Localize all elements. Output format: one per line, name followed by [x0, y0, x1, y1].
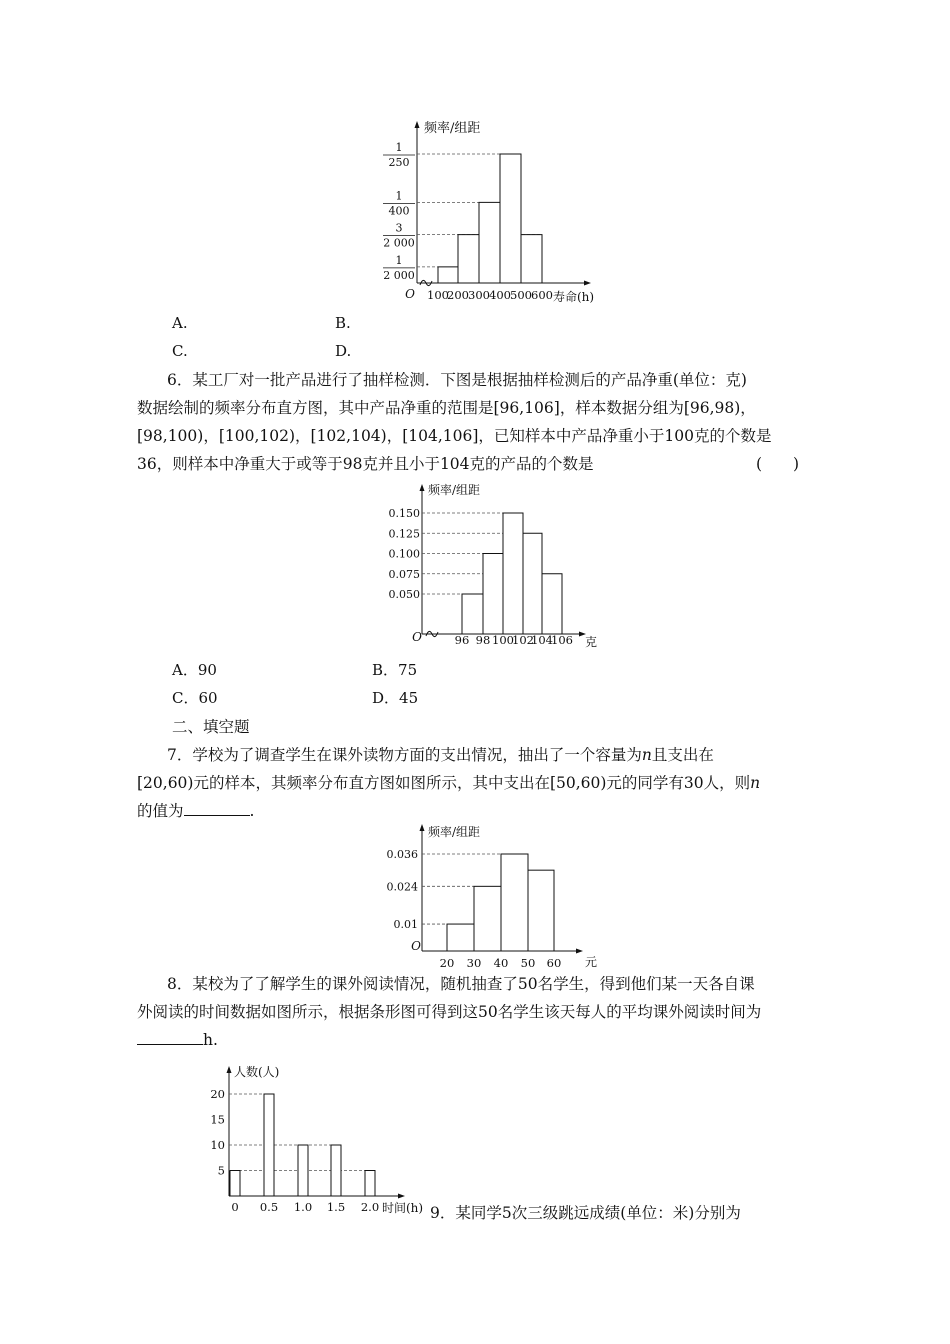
y-tick-label: 15 — [210, 1112, 225, 1127]
x-tick-label: 1.0 — [293, 1200, 313, 1214]
bar — [365, 1171, 375, 1197]
q9-stem: 9．某同学5次三级跳远成绩(单位：米)分别为 — [430, 1204, 741, 1222]
q6-option-a[interactable]: A．90 — [172, 661, 217, 679]
q6-option-c[interactable]: C．60 — [172, 689, 218, 707]
spending-histogram — [380, 820, 610, 968]
y-tick-label: 0.01 — [393, 918, 418, 932]
x-tick-label: 2.0 — [360, 1200, 380, 1214]
x-tick-label: 50 — [520, 956, 536, 968]
y-tick-denominator: 400 — [388, 204, 410, 218]
q7-text: [20,60)元的样本，其频率分布直方图如图所示，其中支出在[50,60)元的同学有30人，则 — [137, 774, 751, 792]
x-tick-label: 100 — [427, 288, 449, 302]
x-tick-label: 20 — [439, 956, 455, 968]
y-tick-label: 0.150 — [388, 507, 420, 520]
histogram-bar — [462, 594, 483, 634]
x-tick-label: 104 — [531, 633, 553, 647]
q5-option-c[interactable]: C. — [172, 342, 188, 360]
x-axis-label: 寿命(h) — [553, 290, 595, 304]
answer-blank[interactable] — [137, 1030, 203, 1045]
x-axis-label: 元 — [585, 955, 598, 968]
q7-line — [137, 741, 817, 769]
x-tick-label: 98 — [475, 633, 491, 647]
q7-stem — [137, 741, 817, 825]
y-axis-label: 人数(人) — [234, 1065, 280, 1079]
q7-text: . — [249, 802, 255, 820]
y-tick-denominator: 250 — [388, 156, 410, 169]
histogram-bar — [479, 202, 500, 283]
y-tick-label: 0.036 — [386, 848, 418, 861]
x-axis-label: 克 — [585, 635, 598, 649]
histogram-bar — [474, 886, 501, 951]
q8-line: 外阅读的时间数据如图所示，根据条形图可得到这50名学生该天每人的平均课外阅读时间为 — [137, 1003, 762, 1021]
y-tick-denominator: 2 000 — [383, 236, 415, 250]
y-axis-label: 频率/组距 — [428, 483, 481, 497]
bar — [331, 1145, 341, 1196]
x-tick-label: 0 — [231, 1200, 239, 1214]
q6-option-d[interactable]: D．45 — [372, 689, 419, 707]
origin-label: O — [412, 630, 422, 644]
y-axis-label: 频率/组距 — [428, 825, 481, 839]
q7-text: 且支出在 — [651, 746, 714, 764]
q5-option-b[interactable]: B. — [335, 314, 351, 332]
bar — [230, 1171, 240, 1197]
histogram-bar — [503, 513, 523, 634]
q8-text: h. — [203, 1031, 218, 1049]
histogram-bar — [500, 154, 521, 283]
x-tick-label: 102 — [512, 633, 534, 647]
y-tick-label: 10 — [210, 1138, 225, 1152]
origin-label: O — [411, 939, 421, 953]
section-title: 二、填空题 — [172, 718, 250, 736]
y-tick-label: 0.075 — [388, 567, 420, 581]
histogram-bar — [523, 533, 542, 634]
y-tick-numerator: 3 — [395, 221, 403, 235]
x-tick-label: 40 — [493, 956, 509, 968]
lifetime-histogram — [350, 118, 620, 310]
answer-blank[interactable] — [184, 801, 250, 816]
origin-label: O — [405, 287, 415, 301]
y-tick-label: 0.024 — [386, 880, 418, 894]
histogram-bar — [483, 554, 503, 635]
x-tick-label: 106 — [551, 633, 573, 647]
q6-option-b[interactable]: B．75 — [372, 661, 418, 679]
x-tick-label: 200 — [447, 288, 469, 302]
q8-line: 8．某校为了了解学生的课外阅读情况，随机抽查了50名学生，得到他们某一天各自课 — [167, 975, 755, 993]
histogram-bar — [521, 235, 542, 283]
q5-option-d[interactable]: D. — [335, 342, 352, 360]
y-tick-label: 0.050 — [388, 588, 420, 601]
q8-stem — [137, 970, 817, 1054]
y-tick-numerator: 1 — [395, 253, 403, 267]
x-tick-label: 400 — [489, 288, 511, 302]
q5-option-a[interactable]: A. — [172, 314, 188, 332]
x-tick-label: 60 — [546, 956, 562, 968]
x-tick-label: 300 — [468, 288, 490, 302]
histogram-bar — [542, 574, 562, 634]
x-tick-label: 100 — [492, 633, 514, 647]
y-tick-numerator: 1 — [395, 141, 403, 154]
x-tick-label: 500 — [510, 288, 532, 302]
y-tick-label: 5 — [217, 1163, 225, 1178]
q8-line — [137, 1026, 817, 1054]
reading-time-bar-chart — [200, 1062, 440, 1220]
y-tick-label: 0.125 — [388, 527, 420, 541]
x-axis-label: 时间(h) — [382, 1201, 424, 1215]
q6-line: [98,100)，[100,102)，[102,104)，[104,106]，已知样本中产品净重小于100克的个数是 — [137, 427, 772, 445]
q7-text: 7．学校为了调查学生在课外读物方面的支出情况，抽出了一个容量为 — [167, 746, 642, 764]
q6-line: 36，则样本中净重大于或等于98克并且小于104克的产品的个数是 — [137, 455, 594, 473]
variable-n: n — [641, 746, 652, 764]
x-tick-label: 600 — [531, 288, 553, 302]
histogram-bar — [438, 267, 458, 283]
weight-histogram — [380, 478, 610, 653]
x-tick-label: 0.5 — [259, 1200, 279, 1214]
q7-text: 的值为 — [137, 802, 184, 820]
x-tick-label: 30 — [466, 956, 482, 968]
q6-line: 数据绘制的频率分布直方图，其中产品净重的范围是[96,106]，样本数据分组为[96,98)， — [137, 399, 756, 417]
answer-parentheses: ( ) — [756, 455, 800, 473]
q6-line: 6．某工厂对一批产品进行了抽样检测．下图是根据抽样检测后的产品净重(单位：克) — [167, 371, 747, 389]
y-tick-label: 0.100 — [388, 547, 420, 561]
x-tick-label: 1.5 — [326, 1200, 346, 1214]
q7-line — [137, 769, 817, 797]
y-tick-label: 20 — [210, 1087, 225, 1101]
histogram-bar — [501, 854, 528, 951]
q6-stem — [137, 366, 817, 478]
bar — [264, 1094, 274, 1196]
y-tick-numerator: 1 — [395, 189, 403, 203]
variable-n: n — [750, 774, 761, 792]
histogram-bar — [447, 924, 474, 951]
histogram-bar — [528, 870, 554, 951]
x-tick-label: 96 — [454, 633, 470, 647]
bar — [298, 1145, 308, 1196]
y-axis-label: 频率/组距 — [424, 121, 481, 136]
histogram-bar — [458, 235, 479, 283]
y-tick-denominator: 2 000 — [383, 268, 415, 282]
